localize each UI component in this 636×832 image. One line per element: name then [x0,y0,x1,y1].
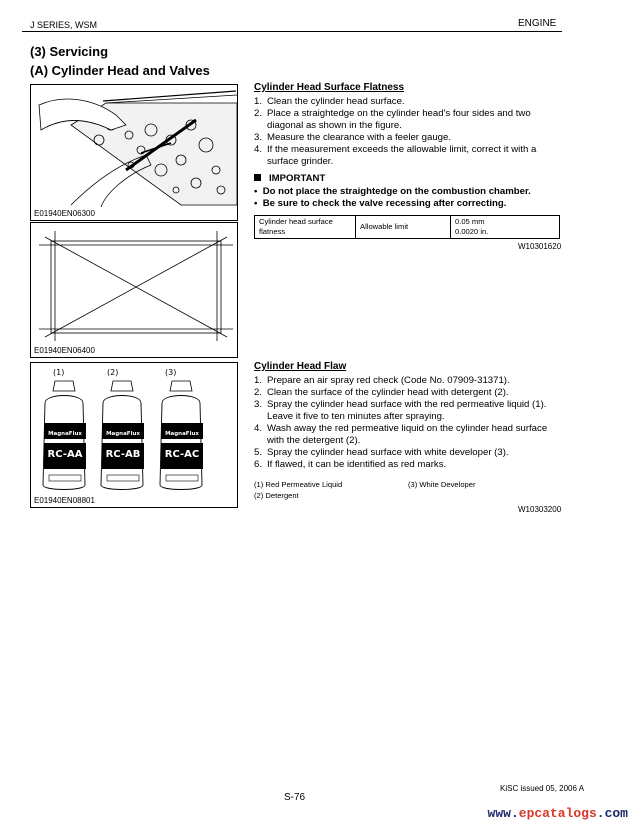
legend-3: (3) White Developer [408,480,476,489]
figure-diagonals [30,222,238,358]
important-item-1: • Do not place the straightedge on the combustion chamber. [254,186,531,197]
figure-2-caption: E01940EN06400 [34,346,95,355]
figure-straightedge [30,84,238,221]
watermark: www.epcatalogs.com [487,806,628,821]
flaw-heading: Cylinder Head Flaw [254,361,347,372]
square-bullet-icon [254,174,261,181]
legend-1: (1) Red Permeative Liquid [254,480,343,489]
list-item: 2. Clean the surface of the cylinder head with detergent (2). [254,387,509,398]
list-item: 4. Wash away the red permeative liquid on the cylinder head surface with the detergent (2). [254,423,548,446]
header-chapter: ENGINE [518,18,557,29]
flaw-steps [254,375,566,471]
flatness-steps [254,96,566,168]
flatness-code: W10301620 [518,242,562,251]
list-item: 4. If the measurement exceeds the allowable limit, correct it with a surface grinder. [254,144,537,167]
spec-value: 0.05 mm 0.0020 in. [451,216,560,239]
flaw-code: W10303200 [518,505,562,514]
list-item: 5. Spray the cylinder head surface with white developer (3). [254,447,509,458]
figure-3-caption: E01940EN08801 [34,496,95,505]
list-item: 2. Place a straightedge on the cylinder head's four sides and two diagonal as shown in the figure. [254,108,531,131]
important-item-2: • Be sure to check the valve recessing after correcting. [254,198,507,209]
can-1-number: (1) [53,368,65,377]
legend-2: (2) Detergent [254,491,299,500]
cylinder-head-straightedge-illustration [31,85,237,207]
list-item: 1. Clean the cylinder head surface. [254,96,405,107]
can-3-number: (3) [165,368,177,377]
list-item: 3. Spray the cylinder head surface with the red permeative liquid (1). Leave it five to ten minutes after spraying. [254,399,547,422]
important-label: IMPORTANT [254,173,325,184]
spec-item: Cylinder head surface flatness [255,216,356,239]
spray-cans-illustration [31,363,237,495]
figure-1-caption: E01940EN06300 [34,209,95,218]
can-2-brand: MagnaFlux [106,431,140,437]
can-2-code: RC-AB [105,449,141,460]
section-title: (3) Servicing [30,44,109,59]
spec-type: Allowable limit [356,216,451,239]
can-3-code: RC-AC [164,449,200,460]
flatness-check-diagram [31,223,237,343]
page-number: S-76 [284,792,306,803]
can-1-code: RC-AA [47,449,83,460]
can-3-brand: MagnaFlux [165,431,199,437]
subsection-title: (A) Cylinder Head and Valves [30,63,210,78]
figure-spray-cans [30,362,238,508]
header-series: J SERIES, WSM [30,20,98,30]
list-item: 6. If flawed, it can be identified as red marks. [254,459,447,470]
header-rule [22,31,562,32]
issue-label: KiSC issued 05, 2006 A [500,784,585,793]
can-2-number: (2) [107,368,119,377]
list-item: 3. Measure the clearance with a feeler gauge. [254,132,451,143]
can-1-brand: MagnaFlux [48,431,82,437]
table-row [255,216,560,239]
flatness-heading: Cylinder Head Surface Flatness [254,82,405,93]
list-item: 1. Prepare an air spray red check (Code No. 07909-31371). [254,375,510,386]
flatness-spec-table [254,215,560,239]
